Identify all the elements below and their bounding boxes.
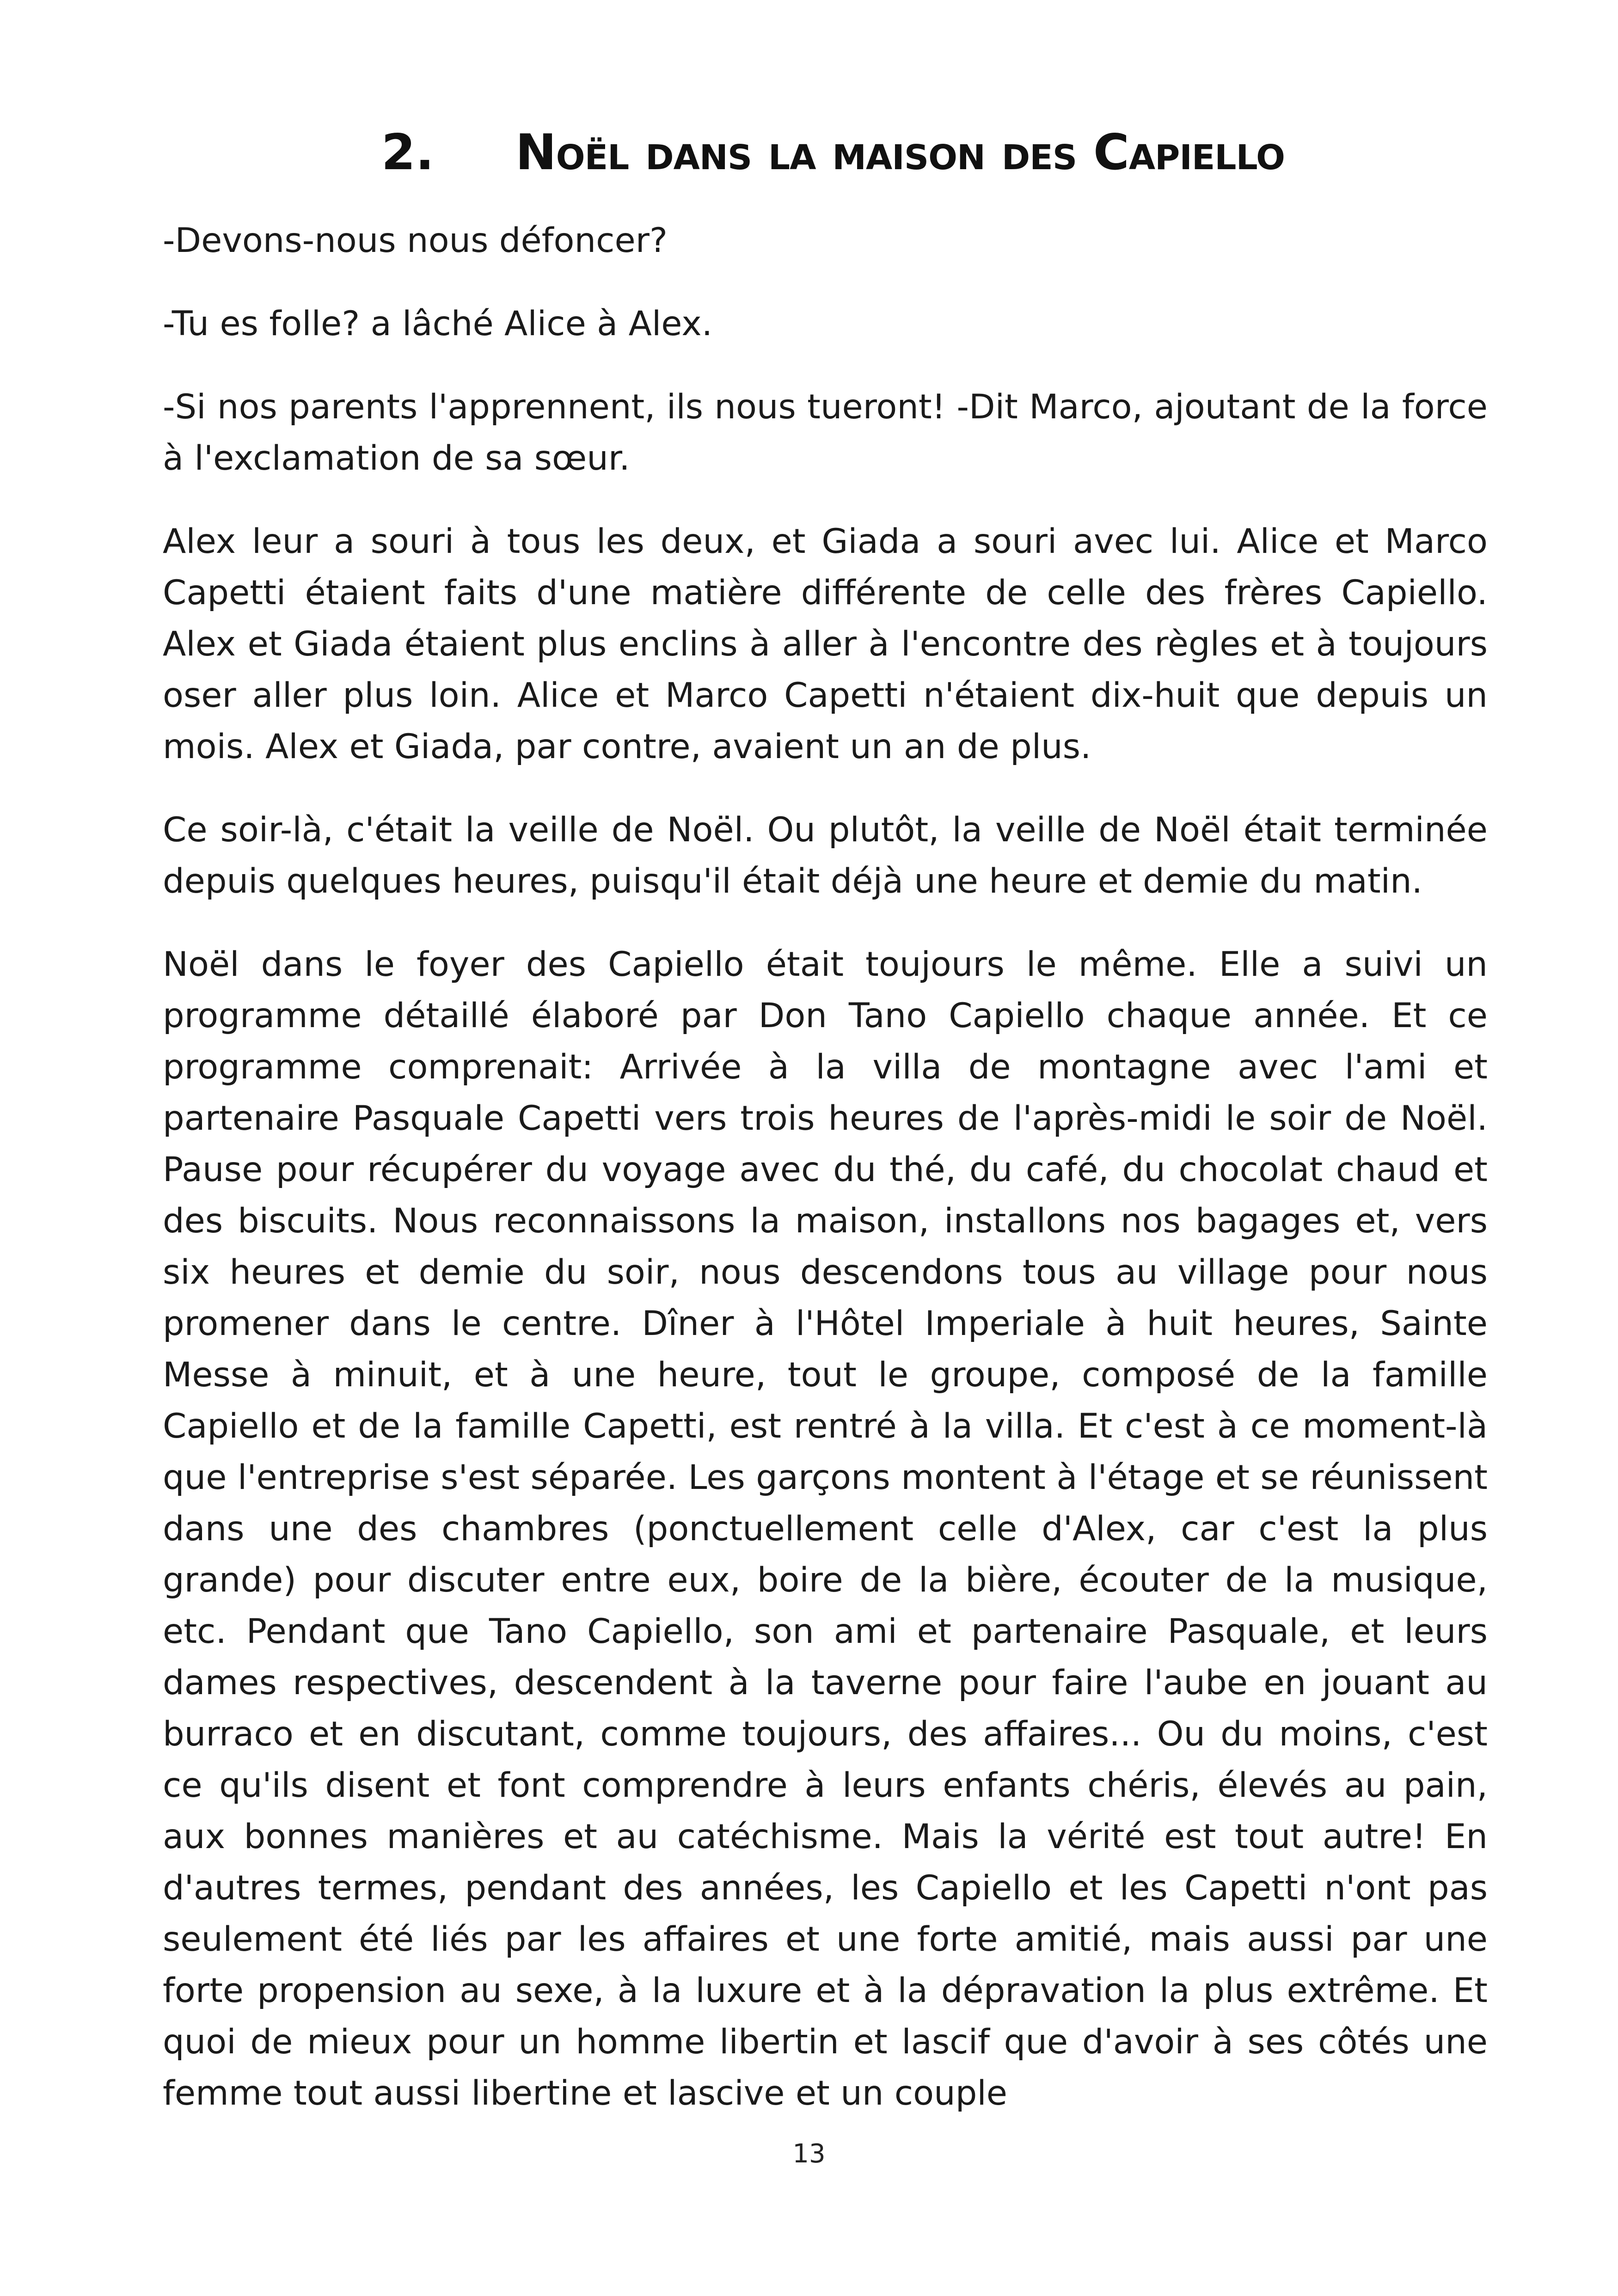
chapter-number: 2. (381, 124, 435, 181)
chapter-heading (381, 116, 1285, 190)
paragraph: -Devons-nous nous défoncer? (163, 221, 668, 260)
paragraph: Alex leur a souri à tous les deux, et Giada a souri avec lui. Alice et Marco Capetti étaient faits d'une matière différente de celle des frères Capiello. Alex et Giada étaient plus enclins à aller à l'encontre des règles et à toujours oser aller plus loin. Alice et Marco Capetti n'étaient dix-huit que depuis un mois. Alex et Giada, par contre, avaient un an de plus. (163, 522, 1488, 766)
chapter-title: Noël dans la maison des Capiello (515, 124, 1285, 181)
paragraph: -Tu es folle? a lâché Alice à Alex. (163, 304, 713, 343)
paragraph: -Si nos parents l'apprennent, ils nous tueront! -Dit Marco, ajoutant de la force à l'exclamation de sa sœur. (163, 387, 1488, 478)
page-number: 13 (792, 2139, 826, 2169)
chapter-body (163, 215, 1488, 2119)
paragraph: Ce soir-là, c'était la veille de Noël. Ou plutôt, la veille de Noël était terminée depuis quelques heures, puisqu'il était déjà une heure et demie du matin. (163, 810, 1488, 901)
paragraph: Noël dans le foyer des Capiello était toujours le même. Elle a suivi un programme détaillé élaboré par Don Tano Capiello chaque année. Et ce programme comprenait: Arrivée à la villa de montagne avec l'ami et partenaire Pasquale Capetti vers trois heures de l'après-midi le soir de Noël. Pause pour récupérer du voyage avec du thé, du café, du chocolat chaud et des biscuits. Nous reconnaissons la maison, installons nos bagages et, vers six heures et demie du soir, nous descendons tous au village pour nous promener dans le centre. Dîner à l'Hôtel Imperiale à huit heures, Sainte Messe à minuit, et à une heure, tout le groupe, composé de la famille Capiello et de la famille Capetti, est rentré à la villa. Et c'est à ce moment-là que l'entreprise s'est séparée. Les garçons montent à l'étage et se réunissent dans une des chambres (ponctuellement celle d'Alex, car c'est la plus grande) pour discuter entre eux, boire de la bière, écouter de la musique, etc. Pendant que Tano Capiello, son ami et partenaire Pasquale, et leurs dames respectives, descendent à la taverne pour faire l'aube en jouant au burraco et en discutant, comme toujours, des affaires... Ou du moins, c'est ce qu'ils disent et font comprendre à leurs enfants chéris, élevés au pain, aux bonnes manières et au catéchisme. Mais la vérité est tout autre! En d'autres termes, pendant des années, les Capiello et les Capetti n'ont pas seulement été liés par les affaires et une forte amitié, mais aussi par une forte propension au sexe, à la luxure et à la dépravation la plus extrême. Et quoi de mieux pour un homme libertin et lascif que d'avoir à ses côtés une femme tout aussi libertine et lascive et un couple (163, 945, 1488, 2113)
